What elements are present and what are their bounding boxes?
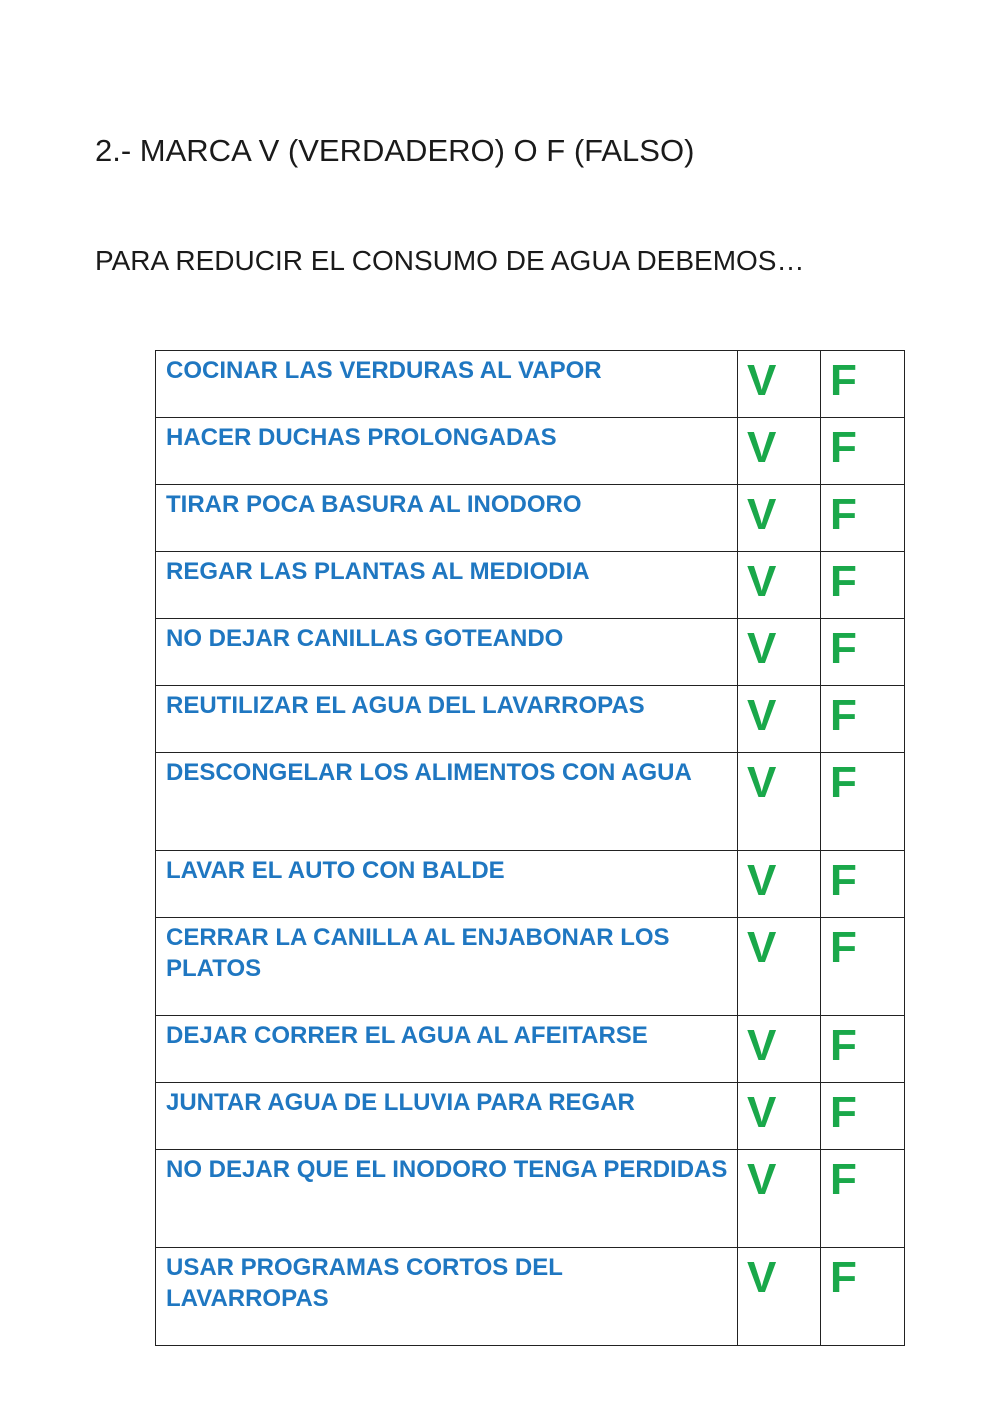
table-row	[156, 552, 905, 619]
option-f-label: F	[830, 557, 857, 606]
option-f[interactable]	[821, 753, 905, 851]
statement-text: HACER DUCHAS PROLONGADAS	[156, 418, 738, 485]
statement-text: COCINAR LAS VERDURAS AL VAPOR	[156, 351, 738, 418]
option-f-label: F	[830, 423, 857, 472]
option-v[interactable]	[738, 619, 821, 686]
option-v-label: V	[747, 758, 777, 807]
option-f-label: F	[830, 923, 857, 972]
option-f[interactable]	[821, 418, 905, 485]
option-f[interactable]	[821, 851, 905, 918]
exercise-title: 2.- MARCA V (VERDADERO) O F (FALSO)	[95, 133, 695, 168]
option-v-label: V	[747, 624, 777, 673]
statement-text: USAR PROGRAMAS CORTOS DEL LAVARROPAS	[156, 1248, 738, 1346]
option-v-label: V	[747, 856, 777, 905]
table-row	[156, 1248, 905, 1346]
statement-text: CERRAR LA CANILLA AL ENJABONAR LOS PLATOS	[156, 918, 738, 1016]
option-f[interactable]	[821, 686, 905, 753]
option-v[interactable]	[738, 418, 821, 485]
option-v-label: V	[747, 1253, 777, 1302]
statement-text: DEJAR CORRER EL AGUA AL AFEITARSE	[156, 1016, 738, 1083]
option-v-label: V	[747, 691, 777, 740]
option-f-label: F	[830, 691, 857, 740]
option-f[interactable]	[821, 351, 905, 418]
option-v[interactable]	[738, 918, 821, 1016]
option-v[interactable]	[738, 1248, 821, 1346]
option-v[interactable]	[738, 1150, 821, 1248]
option-f-label: F	[830, 624, 857, 673]
option-f[interactable]	[821, 485, 905, 552]
option-f-label: F	[830, 856, 857, 905]
option-f[interactable]	[821, 918, 905, 1016]
option-f-label: F	[830, 356, 857, 405]
option-v[interactable]	[738, 1016, 821, 1083]
table-row	[156, 753, 905, 851]
option-v[interactable]	[738, 851, 821, 918]
option-f-label: F	[830, 1088, 857, 1137]
option-f[interactable]	[821, 1248, 905, 1346]
option-f-label: F	[830, 1155, 857, 1204]
option-v-label: V	[747, 423, 777, 472]
table-row	[156, 686, 905, 753]
statement-text: JUNTAR AGUA DE LLUVIA PARA REGAR	[156, 1083, 738, 1150]
exercise-instruction: PARA REDUCIR EL CONSUMO DE AGUA DEBEMOS…	[95, 245, 805, 276]
option-v-label: V	[747, 1088, 777, 1137]
option-v[interactable]	[738, 753, 821, 851]
statement-text: NO DEJAR QUE EL INODORO TENGA PERDIDAS	[156, 1150, 738, 1248]
table-row	[156, 1016, 905, 1083]
option-v[interactable]	[738, 485, 821, 552]
table-row	[156, 351, 905, 418]
option-v[interactable]	[738, 552, 821, 619]
option-f[interactable]	[821, 619, 905, 686]
option-f-label: F	[830, 1021, 857, 1070]
option-v[interactable]	[738, 1083, 821, 1150]
option-f-label: F	[830, 1253, 857, 1302]
option-v[interactable]	[738, 686, 821, 753]
statement-text: NO DEJAR CANILLAS GOTEANDO	[156, 619, 738, 686]
table-row	[156, 485, 905, 552]
option-v-label: V	[747, 1155, 777, 1204]
option-f[interactable]	[821, 1083, 905, 1150]
statement-text: DESCONGELAR LOS ALIMENTOS CON AGUA	[156, 753, 738, 851]
option-f-label: F	[830, 490, 857, 539]
option-v-label: V	[747, 1021, 777, 1070]
option-f[interactable]	[821, 1016, 905, 1083]
true-false-table	[155, 350, 905, 1346]
table-row	[156, 851, 905, 918]
table-row	[156, 1150, 905, 1248]
option-v-label: V	[747, 356, 777, 405]
option-v[interactable]	[738, 351, 821, 418]
statement-text: REUTILIZAR EL AGUA DEL LAVARROPAS	[156, 686, 738, 753]
statement-text: LAVAR EL AUTO CON BALDE	[156, 851, 738, 918]
option-v-label: V	[747, 923, 777, 972]
statement-text: TIRAR POCA BASURA AL INODORO	[156, 485, 738, 552]
option-v-label: V	[747, 490, 777, 539]
table-row	[156, 619, 905, 686]
option-f[interactable]	[821, 1150, 905, 1248]
option-v-label: V	[747, 557, 777, 606]
option-f-label: F	[830, 758, 857, 807]
option-f[interactable]	[821, 552, 905, 619]
table-row	[156, 918, 905, 1016]
statement-text: REGAR LAS PLANTAS AL MEDIODIA	[156, 552, 738, 619]
table-row	[156, 1083, 905, 1150]
table-row	[156, 418, 905, 485]
